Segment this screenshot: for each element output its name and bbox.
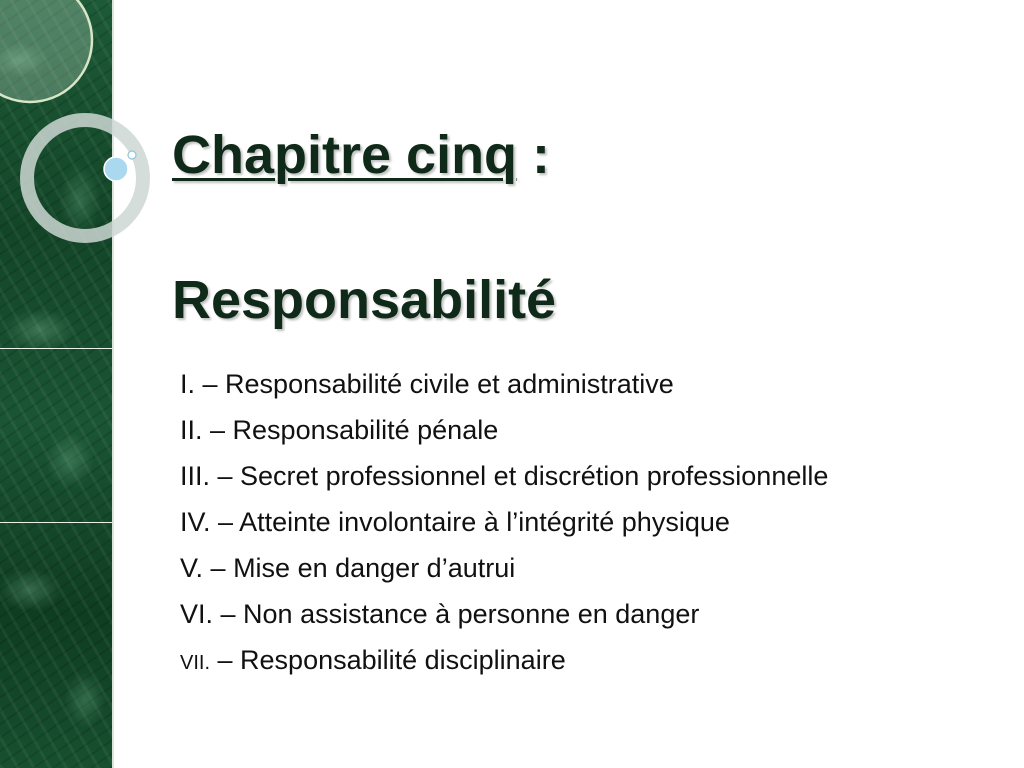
title-subtitle: Responsabilité (172, 270, 557, 331)
outline-item (180, 642, 980, 681)
strip-divider (0, 522, 112, 523)
title-main: Chapitre cinq (172, 125, 518, 185)
outline-item (180, 458, 980, 494)
title-heading (172, 126, 992, 185)
outline-item-number: IV. (180, 507, 211, 537)
outline-item-number: I. (180, 369, 196, 399)
outline-item-number: II. (180, 415, 203, 445)
outline-item-number: III. (180, 461, 211, 491)
outline-item-text: – Atteinte involontaire à l’intégrité physique (210, 507, 730, 537)
slide-title (172, 126, 992, 331)
outline-item-text: – Responsabilité civile et administrative (195, 369, 674, 399)
outline-item-number: VI. (180, 599, 214, 629)
outline-item (180, 366, 980, 402)
title-colon: : (517, 125, 551, 185)
outline-item-text: – Non assistance à personne en danger (213, 599, 700, 629)
outline-item-number: VII. (180, 652, 211, 674)
outline-item-text: – Mise en danger d’autrui (203, 553, 516, 583)
strip-edge (112, 0, 114, 768)
outline-item-text: – Secret professionnel et discrétion professionnelle (210, 461, 829, 491)
outline-item (180, 504, 980, 540)
marble-side-strip (0, 0, 112, 768)
outline-item (180, 596, 980, 632)
outline-item (180, 550, 980, 586)
outline-item-number: V. (180, 553, 204, 583)
chapter-outline (180, 366, 980, 691)
outline-item-text: – Responsabilité disciplinaire (210, 645, 566, 675)
strip-divider (0, 348, 112, 349)
outline-item-text: – Responsabilité pénale (202, 415, 499, 445)
outline-item (180, 412, 980, 448)
